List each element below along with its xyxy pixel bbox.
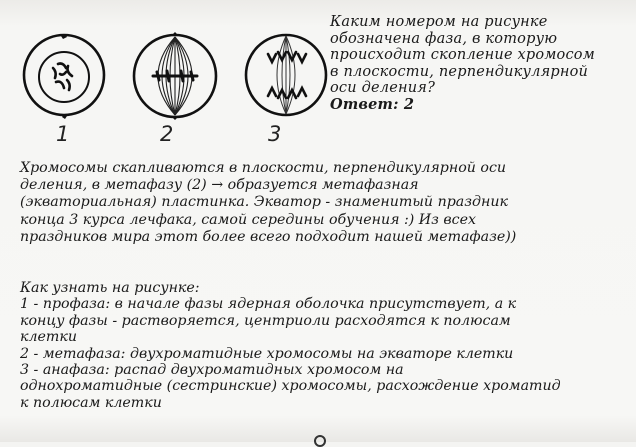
how-to-identify-list bbox=[20, 280, 630, 411]
how-to-line: 1 - профаза: в начале фазы ядерная оболочка присутствует, а к bbox=[20, 296, 517, 313]
explanation-paragraph bbox=[20, 160, 630, 246]
how-to-heading: Как узнать на рисунке: bbox=[20, 280, 200, 296]
how-to-line: концу фазы - растворяется, центриоли расходятся к полюсам bbox=[20, 312, 511, 329]
mitosis-figure bbox=[14, 30, 324, 122]
how-to-line: 3 - анафаза: распад двухроматидных хромосом на bbox=[20, 362, 404, 379]
cursor-ring-icon bbox=[314, 435, 326, 447]
explanation-line: деления, в метафазу (2) → образуется метафазная bbox=[20, 177, 419, 194]
cell-metaphase-drawing bbox=[129, 30, 221, 122]
figure-label-2: 2 bbox=[160, 122, 174, 146]
question-block bbox=[330, 14, 630, 113]
explanation-line: праздников мира этот более всего подходит нашей метафазе)) bbox=[20, 228, 517, 245]
how-to-line: клетки bbox=[20, 329, 77, 346]
explanation-line: (экваториальная) пластинка. Экватор - знаменитый праздник bbox=[20, 194, 508, 211]
how-to-line: к полюсам клетки bbox=[20, 394, 162, 411]
question-line: Каким номером на рисунке bbox=[330, 14, 548, 30]
question-line: происходит скопление хромосом bbox=[330, 47, 595, 63]
cell-anaphase-drawing bbox=[242, 30, 330, 120]
how-to-line: однохроматидные (сестринские) хромосомы, расхождение хроматид bbox=[20, 378, 561, 395]
question-line: обозначена фаза, в которую bbox=[330, 30, 558, 47]
question-line: в плоскости, перпендикулярной bbox=[330, 63, 589, 80]
figure-label-3: 3 bbox=[268, 122, 282, 146]
figure-label-1: 1 bbox=[56, 122, 70, 146]
cell-prophase-drawing bbox=[20, 30, 108, 120]
answer-text: Ответ: 2 bbox=[330, 95, 415, 113]
question-line: оси деления? bbox=[330, 80, 436, 96]
explanation-line: Хромосомы скапливаются в плоскости, перпендикулярной оси bbox=[20, 160, 507, 176]
explanation-line: конца 3 курса лечфака, самой середины обучения :) Из всех bbox=[20, 211, 477, 228]
how-to-line: 2 - метафаза: двухроматидные хромосомы на экваторе клетки bbox=[20, 345, 514, 362]
